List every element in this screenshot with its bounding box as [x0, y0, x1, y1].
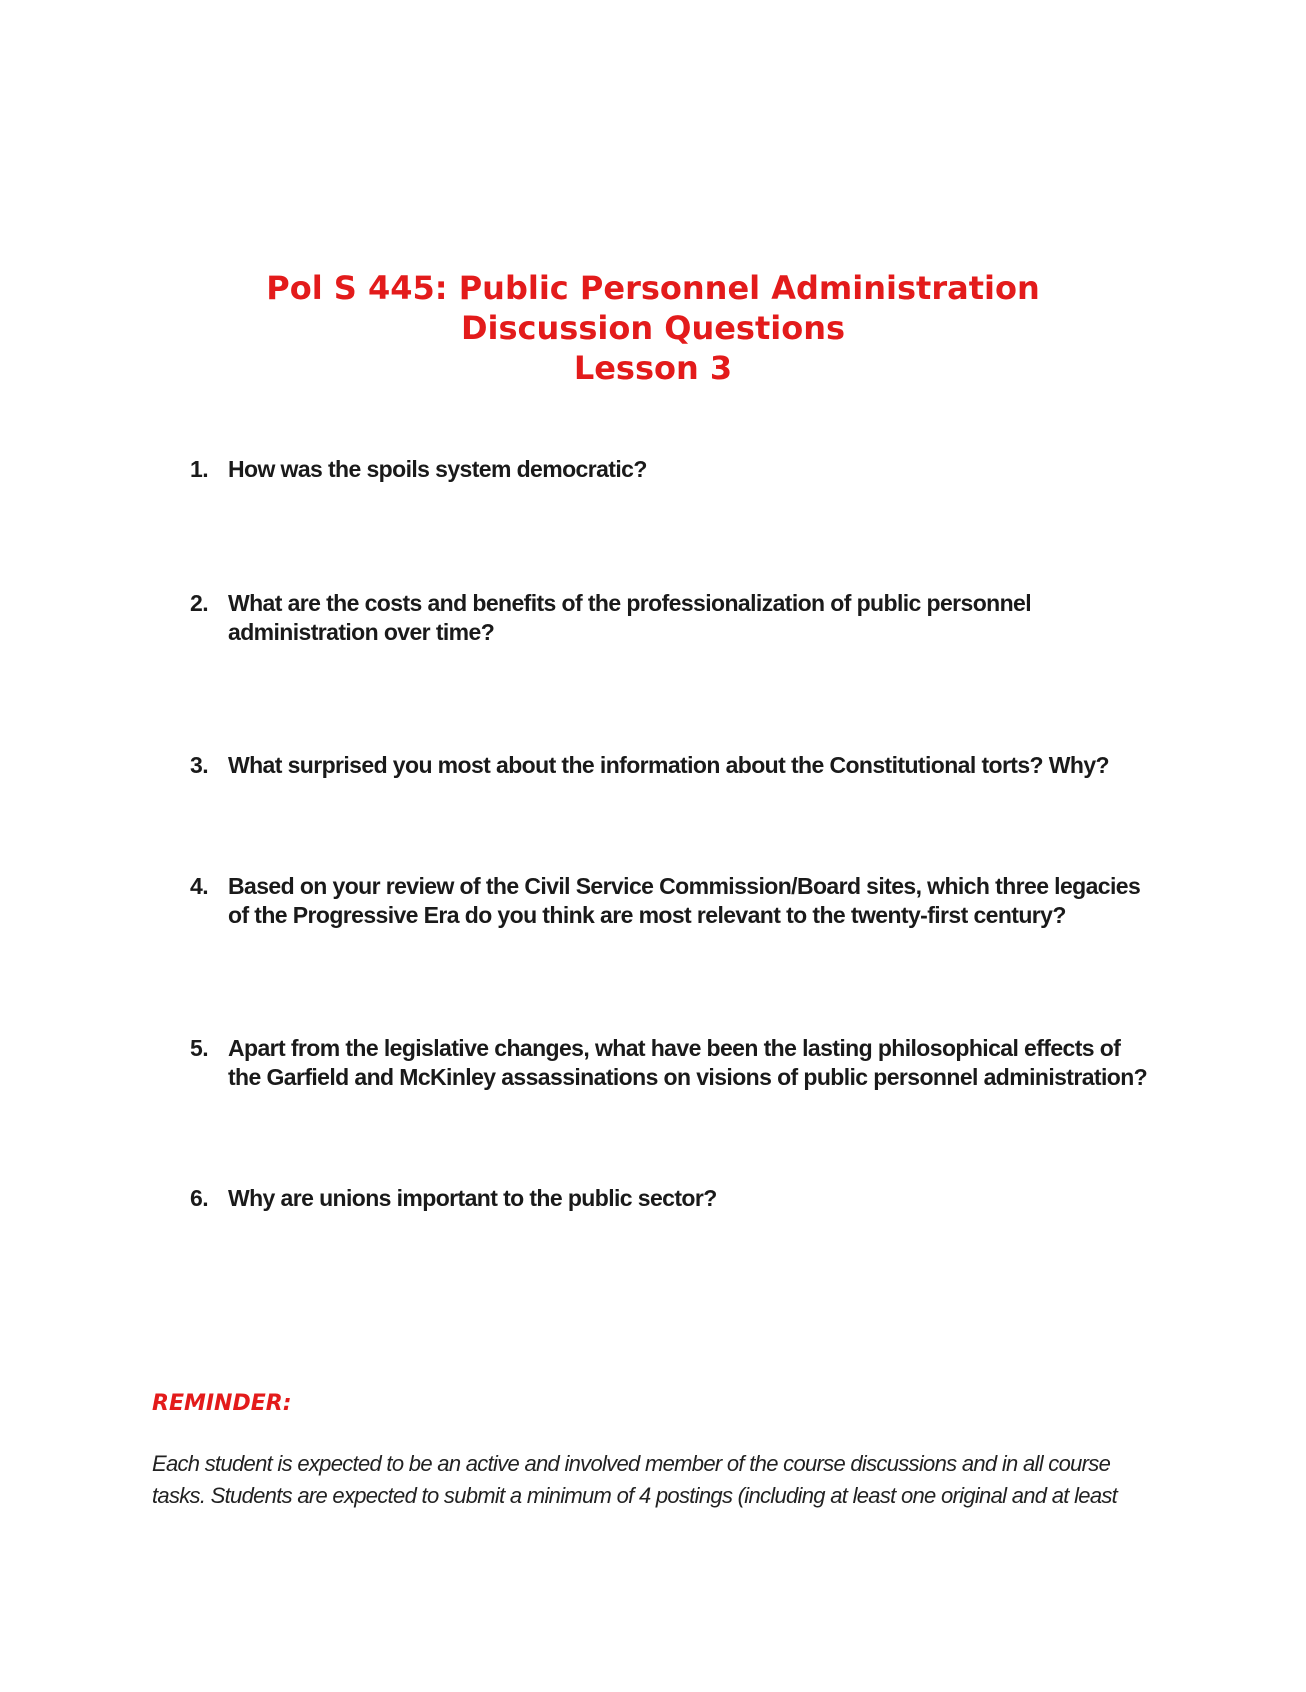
document-title: [0, 268, 1306, 388]
question-item: [190, 872, 1150, 930]
question-number: 5.: [190, 1035, 208, 1061]
question-item: [190, 589, 1150, 647]
question-number: 3.: [190, 752, 208, 778]
title-lesson: Lesson 3: [573, 349, 733, 387]
question-item: [190, 1034, 1150, 1092]
title-course: Pol S 445: Public Personnel Administration: [266, 269, 1040, 307]
reminder-paragraph: Each student is expected to be an active and involved member of the course discussions and in all course tasks. Students are expected to submit a minimum of 4 postings (including at least one original and at least: [152, 1451, 1118, 1508]
question-text: What are the costs and benefits of the professionalization of public personnel administration over time?: [228, 590, 1032, 645]
question-text: Why are unions important to the public sector?: [228, 1185, 717, 1211]
question-number: 1.: [190, 456, 208, 482]
question-number: 6.: [190, 1185, 208, 1211]
question-text: What surprised you most about the information about the Constitutional torts? Why?: [228, 752, 1109, 778]
question-text: How was the spoils system democratic?: [228, 456, 647, 482]
question-number: 4.: [190, 873, 208, 899]
question-item: [190, 455, 1150, 484]
question-text: Based on your review of the Civil Service Commission/Board sites, which three legacies of the Progressive Era do you think are most relevant to the twenty-first century?: [228, 873, 1141, 928]
question-item: [190, 751, 1150, 780]
title-subtitle: Discussion Questions: [460, 309, 846, 347]
question-item: [190, 1184, 1150, 1213]
reminder-heading: REMINDER:: [152, 1391, 292, 1416]
question-number: 2.: [190, 590, 208, 616]
question-text: Apart from the legislative changes, what have been the lasting philosophical effects of the Garfield and McKinley assassinations on visions of public personnel administration?: [228, 1035, 1148, 1090]
